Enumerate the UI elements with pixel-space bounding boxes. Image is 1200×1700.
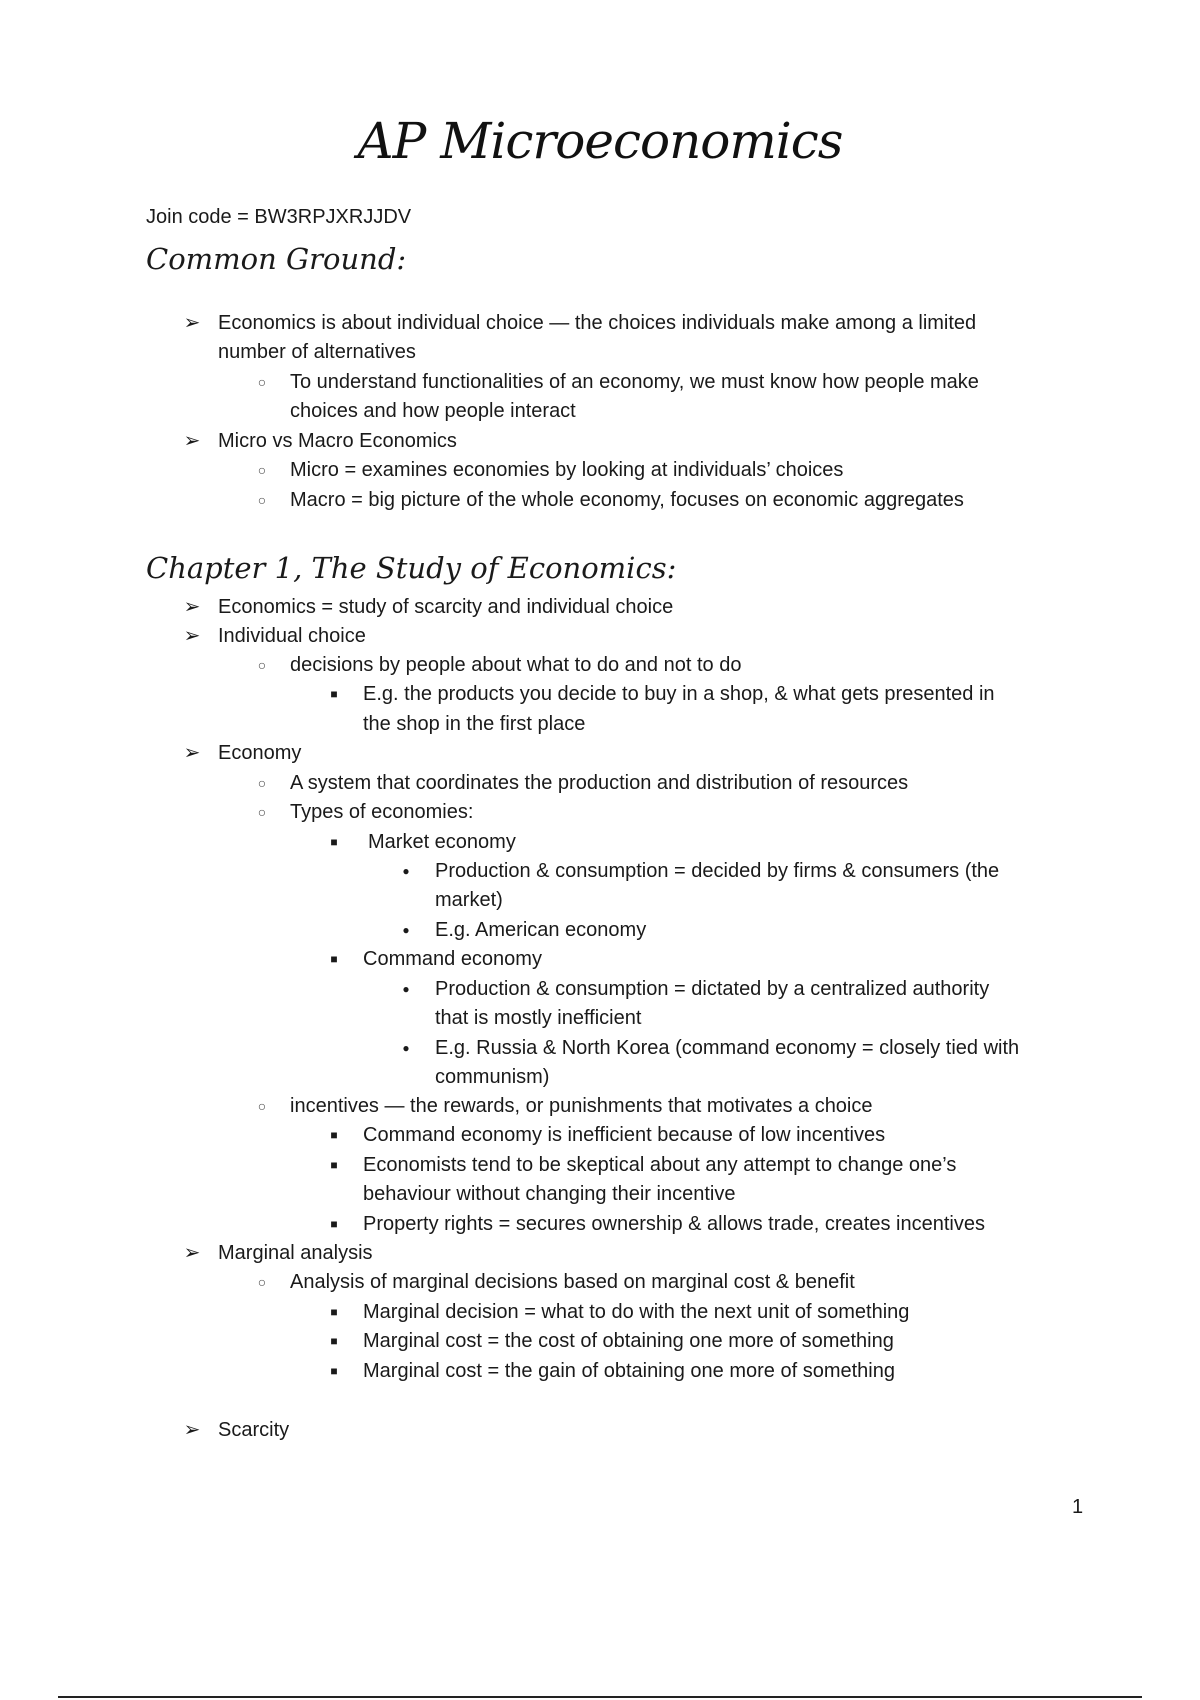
- list-item: E.g. Russia & North Korea (command economy = closely tied with: [435, 1037, 1020, 1059]
- list-item: Command economy is inefficient because of low incentives: [363, 1124, 886, 1146]
- arrow-bullet-icon: ➢: [183, 312, 201, 334]
- square-bullet-icon: ■: [330, 952, 338, 966]
- list-item: E.g. American economy: [435, 919, 647, 941]
- list-item: Marginal decision = what to do with the next unit of something: [363, 1301, 910, 1323]
- list-item-continuation: communism): [435, 1066, 550, 1088]
- list-item: Micro = examines economies by looking at individuals’ choices: [290, 459, 844, 481]
- list-item: Economists tend to be skeptical about any attempt to change one’s: [363, 1154, 957, 1176]
- arrow-bullet-icon: ➢: [183, 596, 201, 618]
- list-item: Economics is about individual choice — the choices individuals make among a limited: [218, 312, 977, 334]
- arrow-bullet-icon: ➢: [183, 1419, 201, 1441]
- list-item-continuation: market): [435, 889, 503, 911]
- list-item: Marginal cost = the gain of obtaining one more of something: [363, 1360, 895, 1382]
- circle-bullet-icon: ○: [257, 1098, 267, 1114]
- list-item-continuation: behaviour without changing their incentive: [363, 1183, 736, 1205]
- list-item: Analysis of marginal decisions based on marginal cost & benefit: [290, 1271, 855, 1293]
- list-item: Economics = study of scarcity and individual choice: [218, 596, 674, 618]
- list-item-continuation: that is mostly inefficient: [435, 1007, 642, 1029]
- section-heading-common-ground: Common Ground:: [146, 242, 407, 276]
- circle-bullet-icon: ○: [257, 462, 267, 478]
- list-item: Property rights = secures ownership & allows trade, creates incentives: [363, 1213, 985, 1235]
- list-item: Market economy: [368, 831, 516, 853]
- list-item: Marginal analysis: [218, 1242, 373, 1264]
- circle-bullet-icon: ○: [257, 492, 267, 508]
- circle-bullet-icon: ○: [257, 374, 267, 390]
- list-item: incentives — the rewards, or punishments that motivates a choice: [290, 1095, 873, 1117]
- arrow-bullet-icon: ➢: [183, 742, 201, 764]
- circle-bullet-icon: ○: [257, 804, 267, 820]
- arrow-bullet-icon: ➢: [183, 1242, 201, 1264]
- list-item: To understand functionalities of an economy, we must know how people make: [290, 371, 979, 393]
- square-bullet-icon: ■: [330, 1364, 338, 1378]
- circle-bullet-icon: ○: [257, 657, 267, 673]
- dot-bullet-icon: ●: [402, 1041, 410, 1055]
- footer-divider: [58, 1696, 1142, 1698]
- list-item: Production & consumption = dictated by a centralized authority: [435, 978, 990, 1000]
- list-item: Production & consumption = decided by firms & consumers (the: [435, 860, 1000, 882]
- square-bullet-icon: ■: [330, 1334, 338, 1348]
- circle-bullet-icon: ○: [257, 775, 267, 791]
- list-item-continuation: number of alternatives: [218, 341, 416, 363]
- arrow-bullet-icon: ➢: [183, 625, 201, 647]
- join-code: Join code = BW3RPJXRJJDV: [146, 206, 412, 228]
- square-bullet-icon: ■: [330, 687, 338, 701]
- list-item: decisions by people about what to do and not to do: [290, 654, 742, 676]
- list-item: Economy: [218, 742, 302, 764]
- circle-bullet-icon: ○: [257, 1274, 267, 1290]
- square-bullet-icon: ■: [330, 1217, 338, 1231]
- list-item: Micro vs Macro Economics: [218, 430, 457, 452]
- square-bullet-icon: ■: [330, 1128, 338, 1142]
- dot-bullet-icon: ●: [402, 982, 410, 996]
- dot-bullet-icon: ●: [402, 923, 410, 937]
- arrow-bullet-icon: ➢: [183, 430, 201, 452]
- square-bullet-icon: ■: [330, 835, 338, 849]
- document-title: AP Microeconomics: [357, 112, 843, 170]
- list-item-continuation: the shop in the first place: [363, 713, 586, 735]
- list-item: Command economy: [363, 948, 542, 970]
- list-item: E.g. the products you decide to buy in a shop, & what gets presented in: [363, 683, 995, 705]
- square-bullet-icon: ■: [330, 1158, 338, 1172]
- list-item: Types of economies:: [290, 801, 474, 823]
- page-number: 1: [1072, 1496, 1084, 1518]
- section-heading-chapter-1: Chapter 1, The Study of Economics:: [146, 551, 677, 585]
- list-item-continuation: choices and how people interact: [290, 400, 576, 422]
- list-item: Macro = big picture of the whole economy, focuses on economic aggregates: [290, 489, 964, 511]
- square-bullet-icon: ■: [330, 1305, 338, 1319]
- list-item: Individual choice: [218, 625, 366, 647]
- list-item: Scarcity: [218, 1419, 290, 1441]
- list-item: A system that coordinates the production and distribution of resources: [290, 772, 909, 794]
- list-item: Marginal cost = the cost of obtaining one more of something: [363, 1330, 894, 1352]
- dot-bullet-icon: ●: [402, 864, 410, 878]
